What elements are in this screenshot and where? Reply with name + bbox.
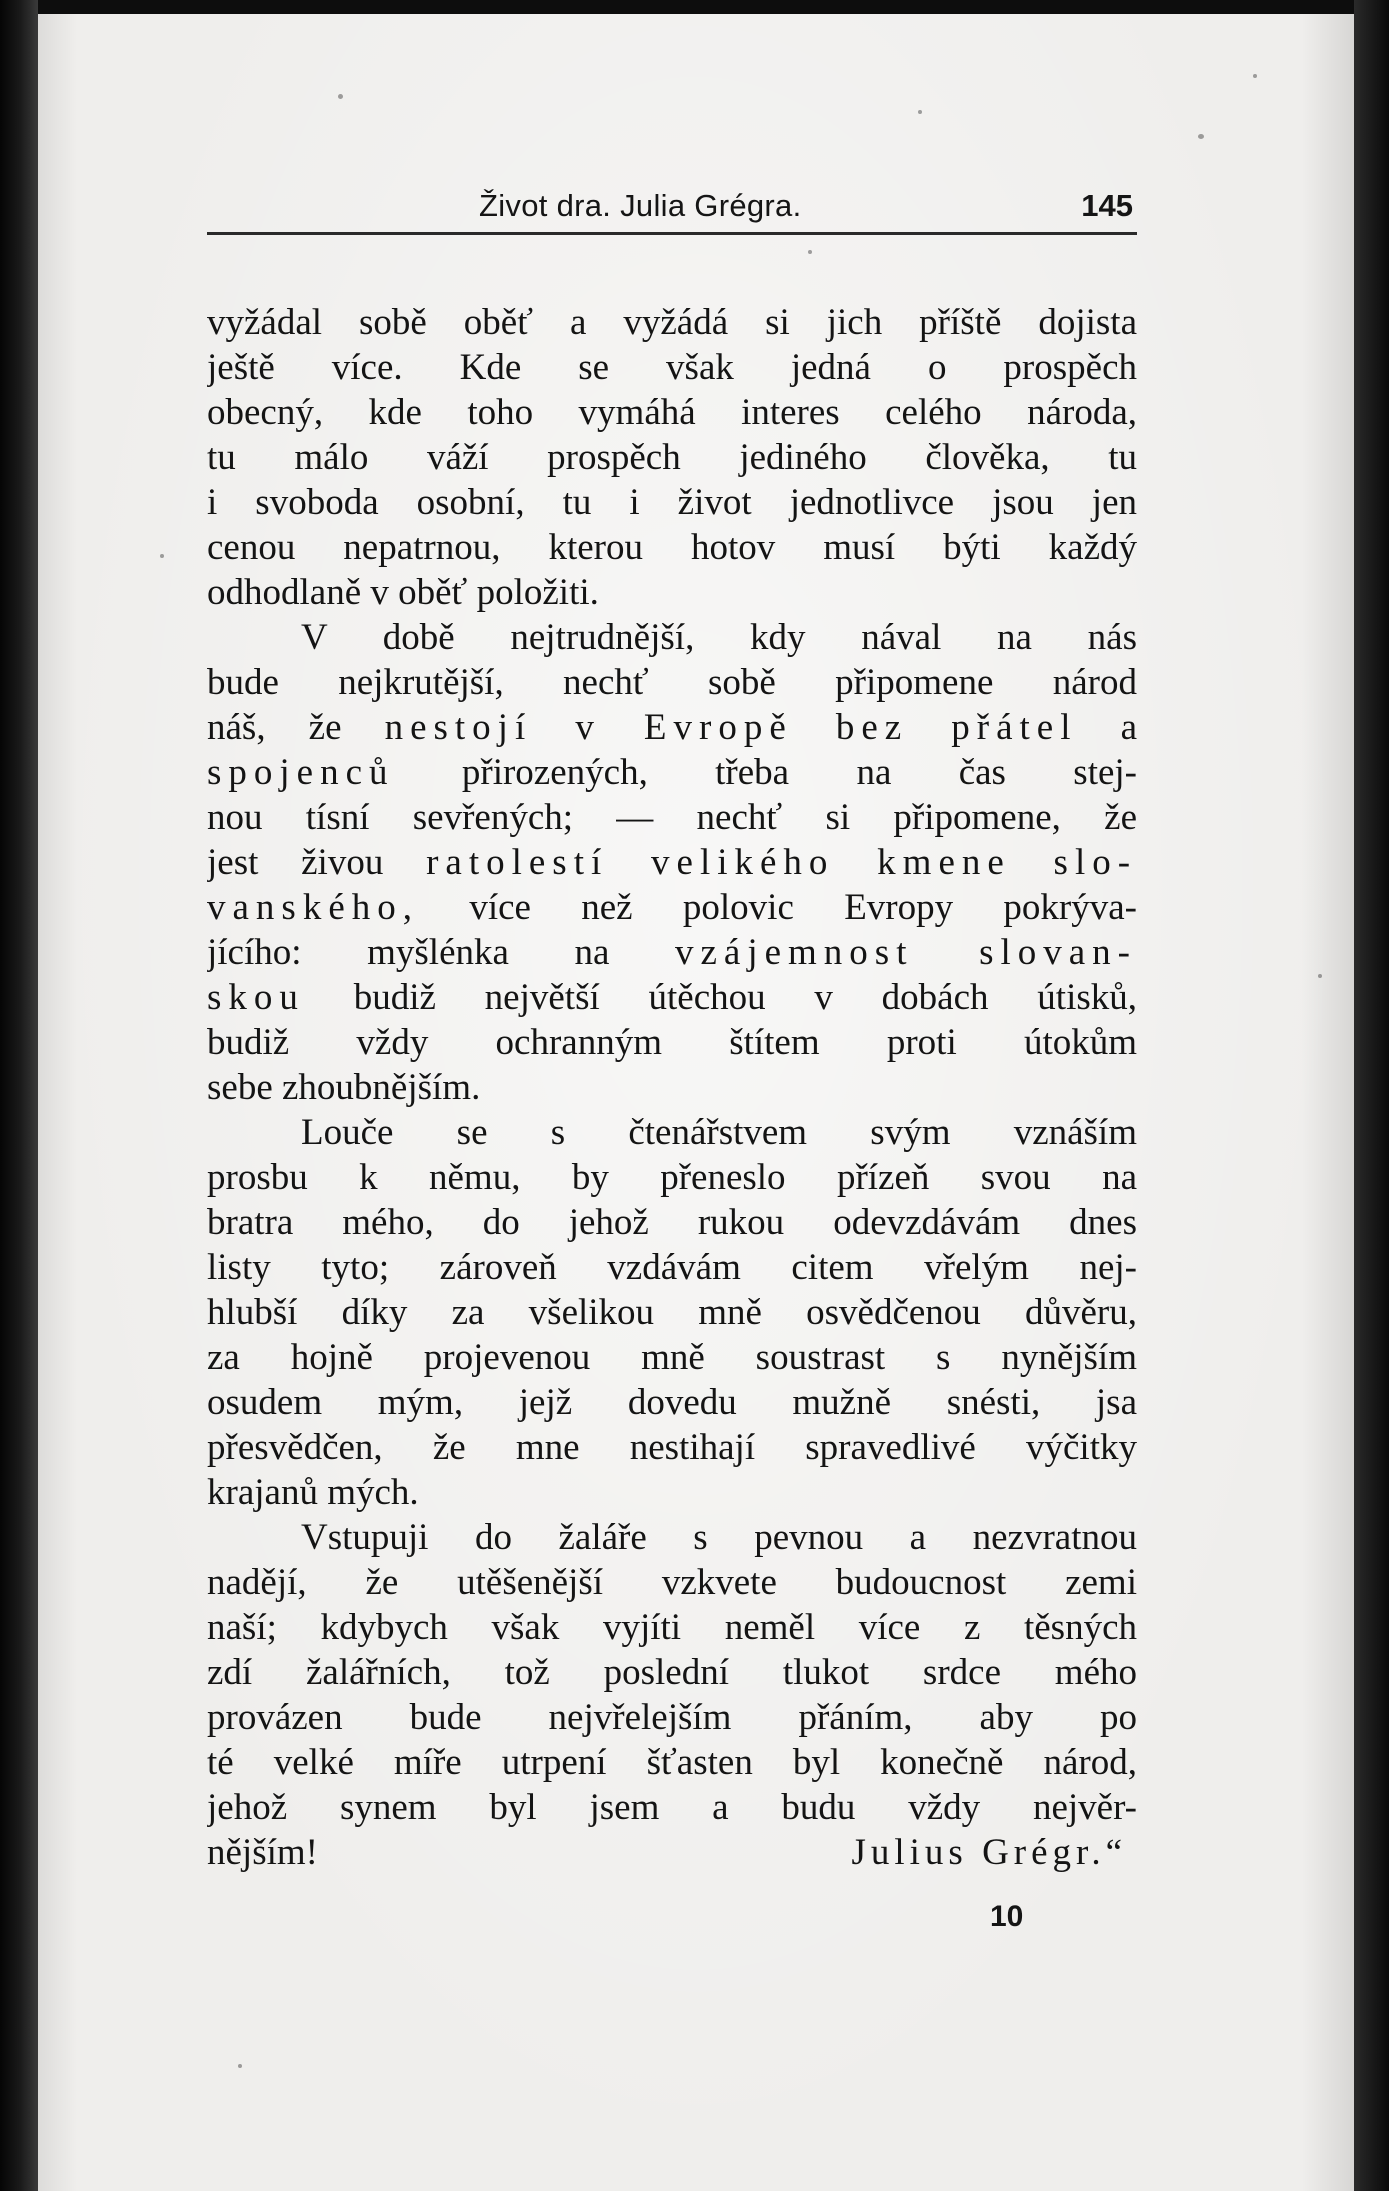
signature-mark: 10: [990, 1900, 1024, 1933]
text-line: hlubší díky za všelikou mně osvědčenou důvěru,: [207, 1292, 1137, 1333]
spaced-text: spojenců: [207, 752, 395, 793]
paper-speck: [1253, 74, 1257, 78]
paper-speck: [338, 94, 343, 99]
text-segment: více než polovic Evropy pokrýva-: [469, 887, 1137, 928]
text-line: provázen bude nejvřelejším přáním, aby po: [207, 1697, 1137, 1738]
text-line: [207, 930, 1137, 975]
signature: Julius Grégr.“: [851, 1832, 1127, 1873]
text-line: obecný, kde toho vymáhá interes celého národa,: [207, 392, 1137, 433]
text-line: zdí žalářních, tož poslední tlukot srdce mého: [207, 1652, 1137, 1693]
text-line: krajanů mých.: [207, 1472, 419, 1513]
text-line: [207, 750, 1137, 795]
text-line: i svoboda osobní, tu i život jednotlivce jsou jen: [207, 482, 1137, 523]
spaced-text: kmene: [877, 842, 1011, 883]
text-line: [207, 975, 1137, 1020]
text-line: naší; kdybych však vyjíti neměl více z těsných: [207, 1607, 1137, 1648]
text-line: sebe zhoubnějším.: [207, 1067, 481, 1108]
text-line: budiž vždy ochranným štítem proti útokům: [207, 1022, 1137, 1063]
text-line: cenou nepatrnou, kterou hotov musí býti každý: [207, 527, 1137, 568]
text-line: [207, 840, 1137, 885]
paper-speck: [808, 250, 812, 254]
text-segment: jest živou: [207, 842, 384, 883]
body-text: [207, 300, 1137, 1875]
text-line: odhodlaně v oběť položiti.: [207, 572, 599, 613]
spaced-text: v: [575, 707, 601, 748]
text-line: Vstupuji do žaláře s pevnou a nezvratnou: [301, 1517, 1137, 1558]
spaced-text: ratolestí: [426, 842, 609, 883]
spaced-text: vzájemnost: [674, 932, 914, 973]
running-header: [207, 180, 1137, 232]
text-line: listy tyto; zároveň vzdávám citem vřelým nej-: [207, 1247, 1137, 1288]
spaced-text: skou: [207, 977, 305, 1018]
text-segment: přirozených, třeba na čas stej-: [461, 752, 1137, 793]
text-line: té velké míře utrpení šťasten byl konečně národ,: [207, 1742, 1137, 1783]
spaced-text: bez: [835, 707, 909, 748]
text-segment: budiž největší útěchou v dobách útisků,: [353, 977, 1137, 1018]
text-line: Louče se s čtenářstvem svým vznáším: [301, 1112, 1137, 1153]
paper-speck: [238, 2064, 242, 2068]
right-scan-edge: [1354, 0, 1389, 2191]
text-line: osudem mým, jejž dovedu mužně snésti, jsa: [207, 1382, 1137, 1423]
paper-speck: [918, 110, 922, 114]
spaced-text: slovan-: [979, 932, 1137, 973]
paper-speck: [160, 554, 164, 558]
text-line: tu málo váží prospěch jediného člověka, tu: [207, 437, 1137, 478]
paper-speck: [1198, 134, 1204, 139]
spaced-text: Evropě: [643, 707, 793, 748]
text-segment: náš, že: [207, 707, 342, 748]
header-rule: [207, 232, 1137, 235]
text-line: ještě více. Kde se však jedná o prospěch: [207, 347, 1137, 388]
closing-line: [207, 1830, 1137, 1875]
text-segment: a: [1120, 707, 1137, 748]
text-line: V době nejtrudnější, kdy nával na nás: [301, 617, 1137, 658]
paper-speck: [1318, 974, 1322, 978]
text-line: za hojně projevenou mně soustrast s nynějším: [207, 1337, 1137, 1378]
text-line: jehož synem byl jsem a budu vždy nejvěr-: [207, 1787, 1137, 1828]
text-line: [207, 705, 1137, 750]
text-line: bude nejkrutější, nechť sobě připomene národ: [207, 662, 1137, 703]
text-line: [207, 885, 1137, 930]
left-scan-edge: [0, 0, 38, 2191]
page-number: 145: [1081, 188, 1133, 223]
running-title: Život dra. Julia Grégra.: [479, 188, 802, 223]
text-line: přesvědčen, že mne nestihají spravedlivé výčitky: [207, 1427, 1137, 1468]
spaced-text: přátel: [951, 707, 1078, 748]
spaced-text: slo-: [1053, 842, 1137, 883]
text-line: nadějí, že utěšenější vzkvete budoucnost zemi: [207, 1562, 1137, 1603]
spaced-text: vanského,: [207, 887, 419, 928]
text-segment: jícího: myšlénka na: [207, 932, 610, 973]
spaced-text: nestojí: [384, 707, 533, 748]
closing-text: nějším!: [207, 1832, 318, 1873]
spaced-text: velikého: [651, 842, 835, 883]
text-line: prosbu k němu, by přeneslo přízeň svou na: [207, 1157, 1137, 1198]
text-line: nou tísní sevřených; — nechť si připomene, že: [207, 797, 1137, 838]
text-line: vyžádal sobě oběť a vyžádá si jich příště dojista: [207, 302, 1137, 343]
text-line: bratra mého, do jehož rukou odevzdávám dnes: [207, 1202, 1137, 1243]
